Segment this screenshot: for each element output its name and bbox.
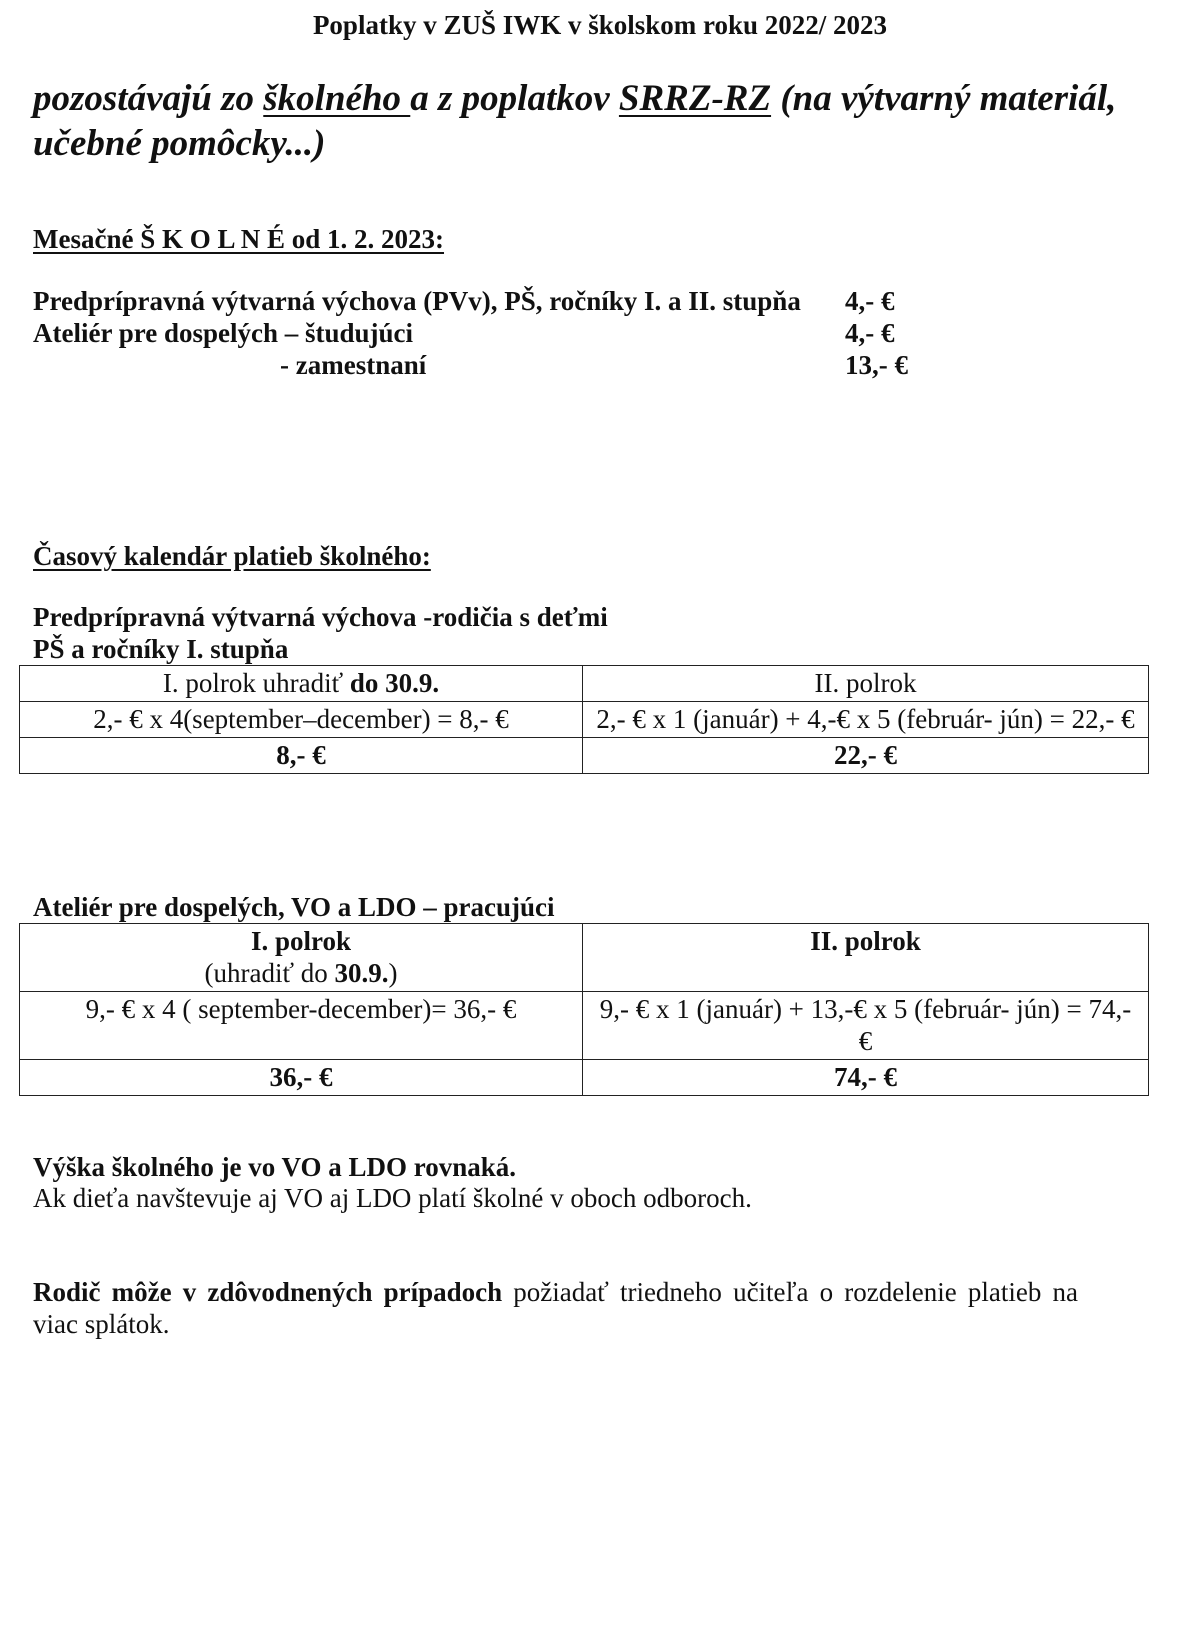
note-installments [33,1276,1078,1340]
group2-total-first-half: 36,- € [20,1060,583,1096]
table-row [20,738,1149,774]
lead-term-srrz: SRRZ-RZ [618,78,772,119]
table-row [20,924,1149,992]
group1-payment-table [19,665,1149,774]
group2-title: Ateliér pre dospelých, VO a LDO – pracujúci [33,892,555,922]
fee-row-1-label: Predprípravná výtvarná výchova (PVv), PŠ, ročníky I. a II. stupňa [33,286,801,316]
group2-deadline: 30.9. [334,958,389,988]
fee-row-3-value: 13,- € [845,350,908,380]
group1-title-line2: PŠ a ročníky I. stupňa [33,634,289,664]
table-row [20,666,1149,702]
lead-term-skolne: školného [263,78,411,119]
group2-header-second-half: II. polrok [583,924,1149,992]
fee-row-3-label: - zamestnaní [280,350,427,380]
note-both-departments: Ak dieťa navštevuje aj VO aj LDO platí školné v oboch odboroch. [33,1183,752,1213]
note-equal-fee: Výška školného je vo VO a LDO rovnaká. [33,1152,517,1182]
group2-header-first-half: I. polrok (uhradiť do 30.9.) [20,924,583,992]
lead-part-1: pozostávajú zo [33,78,264,119]
group1-total-first-half: 8,- € [20,738,583,774]
monthly-fee-heading: Mesačné Š K O L N É od 1. 2. 2023: [33,224,445,254]
group1-total-second-half: 22,- € [583,738,1149,774]
table-row [20,992,1149,1060]
group1-calc-second-half: 2,- € x 1 (január) + 4,-€ x 5 (február- jún) = 22,- € [583,702,1149,738]
page-title: Poplatky v ZUŠ IWK v školskom roku 2022/ 2023 [312,10,888,40]
lead-part-3: (na výtvarný materiál, učebné pomôcky...) [33,78,1117,164]
fee-row-1-value: 4,- € [845,286,895,316]
fee-row-2-value: 4,- € [845,318,895,348]
note-installments-bold: Rodič môže v zdôvodnených prípadoch [33,1277,503,1307]
group1-header-first-half: I. polrok uhradiť do 30.9. [20,666,583,702]
group1-calc-first-half: 2,- € x 4(september–december) = 8,- € [20,702,583,738]
group1-deadline: do 30.9. [349,668,440,698]
group2-calc-first-half: 9,- € x 4 ( september-december)= 36,- € [20,992,583,1060]
lead-statement [33,76,1163,166]
table-row [20,1060,1149,1096]
note-installments-text: požiadať triedneho učiteľa o rozdelenie platieb na viac splátok. [33,1277,1078,1339]
group1-header-second-half: II. polrok [583,666,1149,702]
group2-payment-table [19,923,1149,1096]
lead-part-2: a z poplatkov [410,78,619,119]
group1-title-line1: Predprípravná výtvarná výchova -rodičia s deťmi [33,602,608,632]
group2-calc-second-half: 9,- € x 1 (január) + 13,-€ x 5 (február- jún) = 74,- € [583,992,1149,1060]
group2-total-second-half: 74,- € [583,1060,1149,1096]
fee-row-2-label: Ateliér pre dospelých – študujúci [33,318,414,348]
table-row [20,702,1149,738]
payment-calendar-heading: Časový kalendár platieb školného: [33,541,431,571]
